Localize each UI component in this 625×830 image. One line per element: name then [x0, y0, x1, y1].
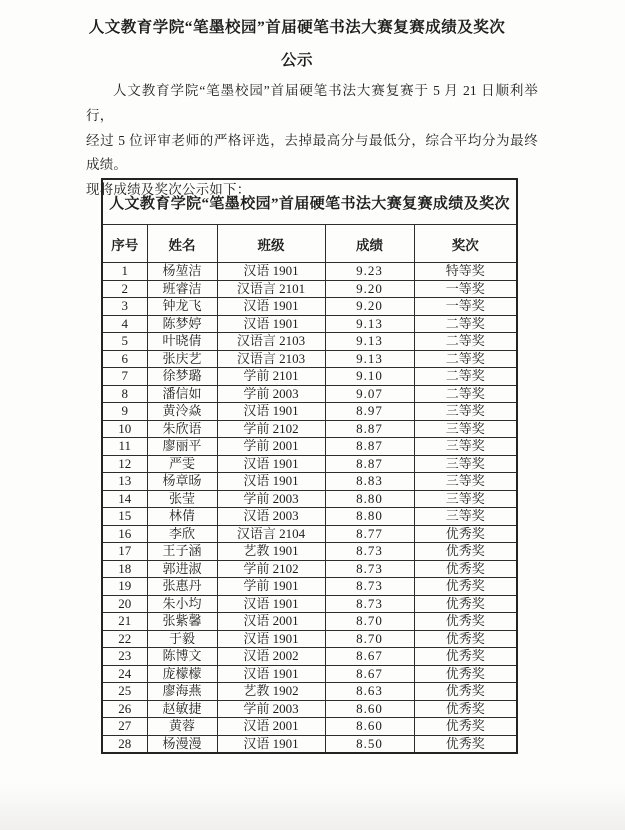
table-header-row	[102, 225, 517, 263]
cell-class: 学前 1901	[217, 578, 325, 596]
table-title-row	[102, 179, 517, 225]
cell-serial: 5	[102, 333, 147, 351]
table-row	[102, 438, 517, 456]
cell-class: 学前 2102	[217, 420, 325, 438]
cell-serial: 10	[102, 420, 147, 438]
table-row	[102, 595, 517, 613]
table-row	[102, 333, 517, 351]
cell-class: 汉语 1901	[217, 455, 325, 473]
cell-award: 二等奖	[414, 368, 517, 386]
cell-award: 优秀奖	[414, 560, 517, 578]
table-row	[102, 665, 517, 683]
cell-class: 汉语 1901	[217, 665, 325, 683]
cell-name: 陈梦婷	[147, 315, 217, 333]
column-header-award: 奖次	[414, 225, 517, 263]
table-row	[102, 403, 517, 421]
cell-name: 张紫馨	[147, 613, 217, 631]
document-title-line2: 公示	[280, 52, 313, 69]
scan-shadow	[0, 785, 625, 830]
cell-class: 汉语 1901	[217, 315, 325, 333]
cell-class: 汉语 1901	[217, 735, 325, 753]
cell-award: 三等奖	[414, 455, 517, 473]
column-header-serial: 序号	[102, 225, 147, 263]
cell-name: 廖丽平	[147, 438, 217, 456]
cell-class: 汉语言 2104	[217, 525, 325, 543]
cell-name: 郭进淑	[147, 560, 217, 578]
cell-name: 李欣	[147, 525, 217, 543]
cell-name: 庞檬檬	[147, 665, 217, 683]
cell-score: 9.13	[325, 333, 414, 351]
cell-score: 8.73	[325, 560, 414, 578]
cell-name: 徐梦璐	[147, 368, 217, 386]
cell-serial: 3	[102, 298, 147, 316]
cell-name: 严雯	[147, 455, 217, 473]
cell-serial: 23	[102, 648, 147, 666]
cell-score: 8.77	[325, 525, 414, 543]
column-header-class: 班级	[217, 225, 325, 263]
table-row	[102, 350, 517, 368]
cell-award: 三等奖	[414, 508, 517, 526]
cell-name: 朱小均	[147, 595, 217, 613]
cell-serial: 8	[102, 385, 147, 403]
table-row	[102, 298, 517, 316]
table-title: 人文教育学院“笔墨校园”首届硬笔书法大赛复赛成绩及奖次	[102, 179, 517, 225]
cell-score: 8.80	[325, 490, 414, 508]
cell-serial: 28	[102, 735, 147, 753]
cell-serial: 6	[102, 350, 147, 368]
cell-award: 优秀奖	[414, 595, 517, 613]
cell-name: 叶晓倩	[147, 333, 217, 351]
cell-award: 三等奖	[414, 420, 517, 438]
cell-award: 二等奖	[414, 333, 517, 351]
cell-serial: 17	[102, 543, 147, 561]
cell-serial: 20	[102, 595, 147, 613]
cell-score: 8.60	[325, 700, 414, 718]
cell-score: 8.60	[325, 718, 414, 736]
cell-name: 钟龙飞	[147, 298, 217, 316]
cell-class: 学前 2003	[217, 490, 325, 508]
table-row	[102, 263, 517, 281]
cell-class: 汉语 1901	[217, 298, 325, 316]
cell-class: 学前 2102	[217, 560, 325, 578]
cell-award: 三等奖	[414, 490, 517, 508]
cell-class: 汉语言 2103	[217, 333, 325, 351]
results-table	[101, 178, 518, 754]
cell-serial: 22	[102, 630, 147, 648]
cell-class: 汉语言 2103	[217, 350, 325, 368]
cell-score: 8.70	[325, 630, 414, 648]
cell-score: 9.13	[325, 350, 414, 368]
table-row	[102, 613, 517, 631]
cell-award: 优秀奖	[414, 613, 517, 631]
cell-score: 8.67	[325, 665, 414, 683]
cell-serial: 19	[102, 578, 147, 596]
table-row	[102, 385, 517, 403]
cell-score: 8.70	[325, 613, 414, 631]
cell-serial: 9	[102, 403, 147, 421]
cell-class: 汉语 1901	[217, 263, 325, 281]
cell-award: 一等奖	[414, 298, 517, 316]
table-row	[102, 578, 517, 596]
cell-class: 汉语 1901	[217, 473, 325, 491]
cell-class: 汉语言 2101	[217, 280, 325, 298]
cell-class: 学前 2001	[217, 438, 325, 456]
cell-award: 三等奖	[414, 403, 517, 421]
cell-award: 优秀奖	[414, 525, 517, 543]
cell-serial: 18	[102, 560, 147, 578]
column-header-score: 成绩	[325, 225, 414, 263]
document-title	[0, 18, 594, 70]
cell-score: 9.07	[325, 385, 414, 403]
table-row	[102, 735, 517, 753]
cell-score: 8.97	[325, 403, 414, 421]
cell-serial: 11	[102, 438, 147, 456]
cell-serial: 13	[102, 473, 147, 491]
cell-class: 汉语 2002	[217, 648, 325, 666]
cell-award: 二等奖	[414, 315, 517, 333]
cell-award: 优秀奖	[414, 648, 517, 666]
cell-award: 一等奖	[414, 280, 517, 298]
cell-score: 8.67	[325, 648, 414, 666]
cell-serial: 7	[102, 368, 147, 386]
cell-class: 艺教 1902	[217, 683, 325, 701]
cell-name: 陈博文	[147, 648, 217, 666]
cell-score: 9.10	[325, 368, 414, 386]
cell-score: 8.83	[325, 473, 414, 491]
cell-serial: 24	[102, 665, 147, 683]
cell-name: 杨漫漫	[147, 735, 217, 753]
cell-name: 廖海燕	[147, 683, 217, 701]
cell-award: 特等奖	[414, 263, 517, 281]
cell-serial: 4	[102, 315, 147, 333]
cell-award: 优秀奖	[414, 665, 517, 683]
cell-award: 优秀奖	[414, 683, 517, 701]
cell-score: 9.23	[325, 263, 414, 281]
cell-score: 8.80	[325, 508, 414, 526]
table-row	[102, 455, 517, 473]
cell-score: 8.87	[325, 420, 414, 438]
cell-name: 张莹	[147, 490, 217, 508]
cell-serial: 2	[102, 280, 147, 298]
table-body	[102, 263, 517, 754]
cell-class: 学前 2003	[217, 385, 325, 403]
cell-serial: 15	[102, 508, 147, 526]
intro-line-2: 经过 5 位评审老师的严格评选，去掉最高分与最低分，综合平均分为最终成绩。	[86, 132, 538, 173]
column-header-name: 姓名	[147, 225, 217, 263]
cell-score: 8.50	[325, 735, 414, 753]
cell-award: 三等奖	[414, 438, 517, 456]
cell-award: 优秀奖	[414, 543, 517, 561]
cell-serial: 27	[102, 718, 147, 736]
cell-name: 林倩	[147, 508, 217, 526]
table-row	[102, 648, 517, 666]
table-row	[102, 630, 517, 648]
intro-line-3: 现将成绩及奖次公示如下：	[86, 182, 251, 198]
table-row	[102, 490, 517, 508]
intro-line-1: 人文教育学院“笔墨校园”首届硬笔书法大赛复赛于 5 月 21 日顺利举行，	[86, 83, 538, 123]
cell-class: 艺教 1901	[217, 543, 325, 561]
cell-score: 8.87	[325, 438, 414, 456]
table-row	[102, 280, 517, 298]
table-row	[102, 368, 517, 386]
cell-class: 学前 2003	[217, 700, 325, 718]
cell-score: 8.73	[325, 543, 414, 561]
cell-name: 于毅	[147, 630, 217, 648]
cell-name: 赵敏捷	[147, 700, 217, 718]
table-row	[102, 560, 517, 578]
cell-name: 张惠丹	[147, 578, 217, 596]
cell-serial: 1	[102, 263, 147, 281]
cell-class: 学前 2101	[217, 368, 325, 386]
document-title-line1: 人文教育学院“笔墨校园”首届硬笔书法大赛复赛成绩及奖次	[88, 19, 506, 36]
cell-award: 优秀奖	[414, 735, 517, 753]
table-row	[102, 700, 517, 718]
cell-award: 优秀奖	[414, 578, 517, 596]
table-row	[102, 683, 517, 701]
table-row	[102, 315, 517, 333]
cell-award: 二等奖	[414, 350, 517, 368]
cell-class: 汉语 2001	[217, 718, 325, 736]
table-row	[102, 718, 517, 736]
cell-name: 张庆艺	[147, 350, 217, 368]
cell-name: 朱欣语	[147, 420, 217, 438]
cell-serial: 21	[102, 613, 147, 631]
table-row	[102, 420, 517, 438]
cell-score: 8.87	[325, 455, 414, 473]
cell-class: 汉语 2003	[217, 508, 325, 526]
cell-name: 杨堃洁	[147, 263, 217, 281]
cell-class: 汉语 2001	[217, 613, 325, 631]
table-row	[102, 508, 517, 526]
cell-award: 三等奖	[414, 473, 517, 491]
cell-serial: 26	[102, 700, 147, 718]
cell-score: 8.73	[325, 578, 414, 596]
cell-name: 班睿洁	[147, 280, 217, 298]
cell-name: 黄蓉	[147, 718, 217, 736]
cell-class: 汉语 1901	[217, 595, 325, 613]
cell-name: 潘信如	[147, 385, 217, 403]
cell-award: 优秀奖	[414, 718, 517, 736]
table-row	[102, 473, 517, 491]
cell-score: 8.63	[325, 683, 414, 701]
cell-name: 黄泠焱	[147, 403, 217, 421]
table-row	[102, 543, 517, 561]
cell-serial: 14	[102, 490, 147, 508]
cell-award: 二等奖	[414, 385, 517, 403]
cell-serial: 25	[102, 683, 147, 701]
cell-award: 优秀奖	[414, 630, 517, 648]
cell-score: 8.73	[325, 595, 414, 613]
cell-name: 杨章旸	[147, 473, 217, 491]
cell-serial: 16	[102, 525, 147, 543]
cell-award: 优秀奖	[414, 700, 517, 718]
cell-score: 9.20	[325, 280, 414, 298]
cell-score: 9.20	[325, 298, 414, 316]
cell-name: 王子涵	[147, 543, 217, 561]
cell-serial: 12	[102, 455, 147, 473]
cell-class: 汉语 1901	[217, 630, 325, 648]
table-row	[102, 525, 517, 543]
cell-score: 9.13	[325, 315, 414, 333]
cell-class: 汉语 1901	[217, 403, 325, 421]
